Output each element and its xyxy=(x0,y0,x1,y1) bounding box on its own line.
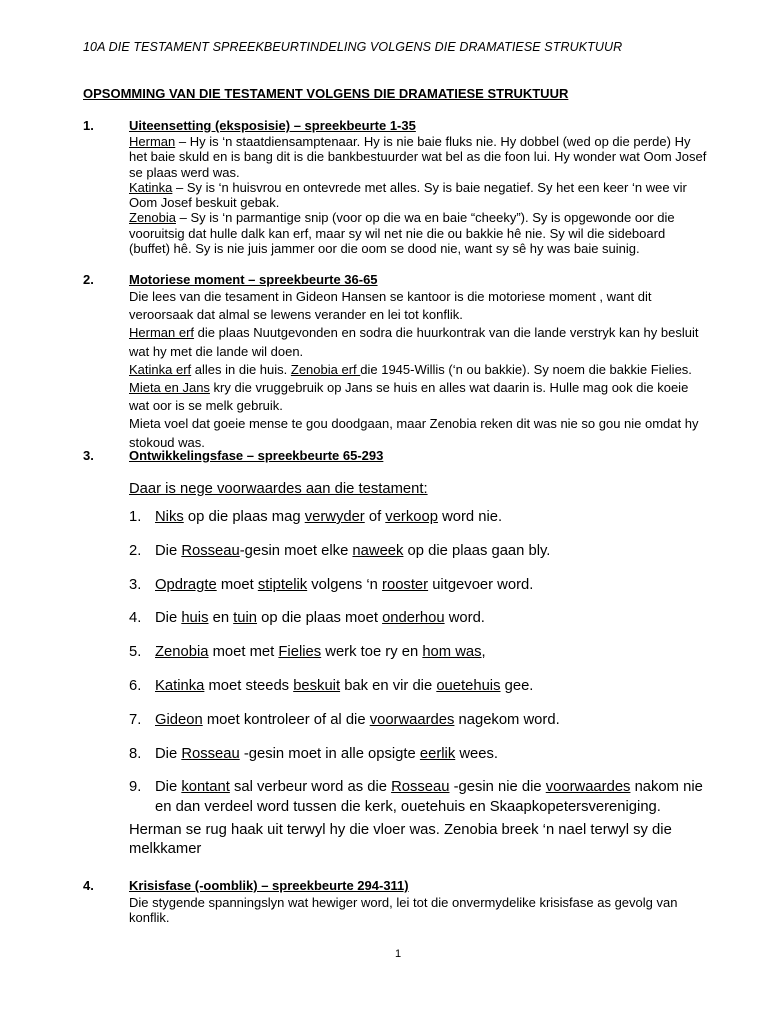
condition-text: sal verbeur word as die xyxy=(229,779,392,796)
condition-keyword: eerlik xyxy=(419,745,456,762)
condition-keyword: hom was xyxy=(422,644,482,661)
underlined-phrase: Katinka erf xyxy=(129,361,192,377)
condition-item xyxy=(129,542,708,561)
condition-item xyxy=(129,576,708,595)
condition-text: moet steeds xyxy=(204,677,294,694)
section-4-body xyxy=(129,895,708,926)
section-2 xyxy=(83,272,708,452)
condition-keyword: rooster xyxy=(382,576,429,593)
condition-item xyxy=(129,508,708,527)
condition-text: , xyxy=(481,644,486,661)
condition-keyword: beskuit xyxy=(293,677,341,694)
condition-keyword: naweek xyxy=(352,542,404,559)
condition-number: 4. xyxy=(129,610,142,627)
underlined-phrase: Mieta en Jans xyxy=(129,380,210,396)
condition-keyword: Niks xyxy=(155,509,184,525)
section-number: 1. xyxy=(83,118,94,133)
condition-text: gee. xyxy=(500,677,534,694)
paragraph-text: die plaas Nuutgevonden en sodra die huurkontrak van die lande verstryk kan hy besluit wat hy met die lande wil doen. xyxy=(129,325,699,359)
condition-text: op die plaas gaan bly. xyxy=(403,542,551,559)
section-4 xyxy=(83,878,708,926)
condition-text: of xyxy=(364,509,386,525)
section-1 xyxy=(83,118,708,256)
underlined-phrase: Zenobia erf xyxy=(290,361,361,377)
paragraph-text: – Hy is ‘n staatdiensamptenaar. Hy is nie baie fluks nie. Hy dobbel (wed op die perde) Hy het baie skuld en is bang dit is die bankbestuurder wat bel as die foon lui. Hy wonder wat Oom Josef se plaas werd was. xyxy=(129,134,707,180)
condition-keyword: onderhou xyxy=(382,610,445,627)
condition-text: uitgevoer word. xyxy=(428,576,534,593)
section-number: 2. xyxy=(83,272,94,287)
condition-text: nagekom word. xyxy=(454,711,560,728)
condition-keyword: stiptelik xyxy=(257,576,308,593)
condition-number: 9. xyxy=(129,779,142,796)
condition-text: moet xyxy=(216,576,258,593)
character-name: Zenobia xyxy=(129,210,176,226)
paragraph-text: – Sy is ‘n parmantige snip (voor op die wa en baie “cheeky”). Sy is opgewonde oor die vooruitsig dat hulle dalk kan erf, maar sy wil net nie die ou bakkie hê nie. Sy wil die sideboard (buffet) hê. Sy is nie juis jammer oor die oom se dood nie, want sy sê hy was baie suinig. xyxy=(129,210,675,257)
underlined-phrase: Herman erf xyxy=(129,325,195,341)
condition-text: werk toe ry en xyxy=(321,644,423,661)
condition-keyword: Gideon xyxy=(155,711,203,728)
conditions-intro xyxy=(129,480,708,498)
character-name: Herman xyxy=(129,134,176,149)
paragraph-krisis xyxy=(129,895,708,926)
condition-text: wees. xyxy=(455,745,498,762)
condition-text: word. xyxy=(444,610,485,627)
condition-keyword: Rosseau xyxy=(391,779,450,796)
condition-text: -gesin moet elke xyxy=(239,542,353,559)
condition-keyword: Katinka xyxy=(155,677,205,694)
section-3-heading xyxy=(83,448,708,464)
section-title: Krisisfase (-oomblik) – spreekbeurte 294-311) xyxy=(129,878,409,893)
condition-number: 8. xyxy=(129,745,142,762)
paragraph-text: Die lees van die tesament in Gideon Hansen se kantoor is die motoriese moment , want dit veroorsaak dat almal se lewens verander en lei tot konflik. xyxy=(129,289,652,323)
condition-text: Die xyxy=(155,610,182,627)
paragraph-text: Mieta voel dat goeie mense te gou doodgaan, maar Zenobia reken dit was nie so gou nie omdat hy stokoud was. xyxy=(129,416,699,450)
condition-text: op die plaas moet xyxy=(257,610,383,627)
condition-item xyxy=(129,677,708,696)
condition-text: Die xyxy=(155,745,182,762)
condition-keyword: voorwaardes xyxy=(369,711,455,728)
condition-keyword: voorwaardes xyxy=(545,779,631,796)
condition-text: -gesin moet in alle opsigte xyxy=(239,745,420,762)
page-number: 1 xyxy=(394,948,402,960)
running-header: 10A DIE TESTAMENT SPREEKBEURTINDELING VOLGENS DIE DRAMATIESE STRUKTUUR xyxy=(83,40,623,54)
section-title: Motoriese moment – spreekbeurte 36-65 xyxy=(129,272,378,287)
document-title: OPSOMMING VAN DIE TESTAMENT VOLGENS DIE DRAMATIESE STRUKTUUR xyxy=(83,86,569,101)
paragraph-mieta xyxy=(129,415,708,451)
paragraph-text: Die stygende spanningslyn wat hewiger word, lei tot die onvermydelike krisisfase as gevolg van konflik. xyxy=(129,895,678,926)
condition-number: 5. xyxy=(129,644,142,661)
condition-keyword: verwyder xyxy=(304,509,365,525)
section-2-heading xyxy=(83,272,708,288)
condition-item xyxy=(129,643,708,662)
section-3-closing: Herman se rug haak uit terwyl hy die vloer was. Zenobia breek ‘n nael terwyl sy die melkkamer xyxy=(129,821,672,857)
character-name: Katinka xyxy=(129,179,173,195)
section-3 xyxy=(83,448,708,859)
paragraph-zenobia xyxy=(129,210,708,256)
paragraph-herman-erf xyxy=(129,324,708,360)
paragraph-motoriese xyxy=(129,288,708,324)
condition-item xyxy=(129,745,708,764)
condition-item xyxy=(129,609,708,628)
conditions-list xyxy=(129,508,708,817)
condition-text: Die xyxy=(155,542,182,559)
condition-keyword: Zenobia xyxy=(155,644,209,661)
condition-number: 3. xyxy=(129,576,142,593)
conditions-intro-text: Daar is nege voorwaardes aan die testament: xyxy=(129,481,428,497)
paragraph-text: – Sy is ‘n huisvrou en ontevrede met alles. Sy is baie negatief. Sy het een keer ‘n wee vir Oom Josef beskuit gebak. xyxy=(129,179,687,211)
paragraph-text: kry die vruggebruik op Jans se huis en alles wat daarin is. Hulle mag ook die koeie wat oor is se melk gebruik. xyxy=(129,380,689,414)
section-1-heading xyxy=(83,118,708,134)
condition-number: 7. xyxy=(129,711,142,728)
condition-keyword: huis xyxy=(181,610,209,627)
section-title: Ontwikkelingsfase – spreekbeurte 65-293 xyxy=(129,448,384,463)
condition-text: volgens ‘n xyxy=(307,576,383,593)
condition-keyword: kontant xyxy=(181,779,230,796)
paragraph-text: die 1945-Willis (‘n ou bakkie). Sy noem die bakkie Fielies. xyxy=(360,361,692,377)
paragraph-katinka-erf xyxy=(129,361,708,416)
paragraph-katinka xyxy=(129,180,708,211)
section-2-body xyxy=(129,288,708,452)
condition-number: 6. xyxy=(129,677,142,694)
condition-item xyxy=(129,711,708,730)
section-title: Uiteensetting (eksposisie) – spreekbeurte 1-35 xyxy=(129,118,416,133)
condition-keyword: verkoop xyxy=(385,509,438,525)
condition-text: word nie. xyxy=(437,509,503,525)
paragraph-text: alles in die huis. xyxy=(191,361,291,377)
paragraph-herman xyxy=(129,134,708,180)
condition-number: 1. xyxy=(129,509,142,525)
condition-item xyxy=(129,778,708,817)
section-number: 3. xyxy=(83,448,94,463)
condition-text: moet kontroleer of al die xyxy=(202,711,370,728)
condition-keyword: ouetehuis xyxy=(436,677,501,694)
condition-text: -gesin nie die xyxy=(449,779,546,796)
condition-text: nakom nie en dan verdeel word tussen die kerk, ouetehuis en Skaapkopetersvereniging. xyxy=(155,779,703,815)
condition-text: op die plaas mag xyxy=(183,509,305,525)
section-4-heading xyxy=(83,878,708,894)
condition-text: moet met xyxy=(208,644,279,661)
condition-keyword: tuin xyxy=(233,610,258,627)
condition-text: en xyxy=(208,610,234,627)
condition-keyword: Opdragte xyxy=(155,576,217,593)
section-number: 4. xyxy=(83,878,94,893)
condition-number: 2. xyxy=(129,542,142,559)
condition-keyword: Rosseau xyxy=(181,542,240,559)
condition-keyword: Rosseau xyxy=(181,745,240,762)
section-1-body xyxy=(129,134,708,256)
condition-text: Die xyxy=(155,779,182,796)
condition-keyword: Fielies xyxy=(278,644,322,661)
condition-text: bak en vir die xyxy=(340,677,437,694)
